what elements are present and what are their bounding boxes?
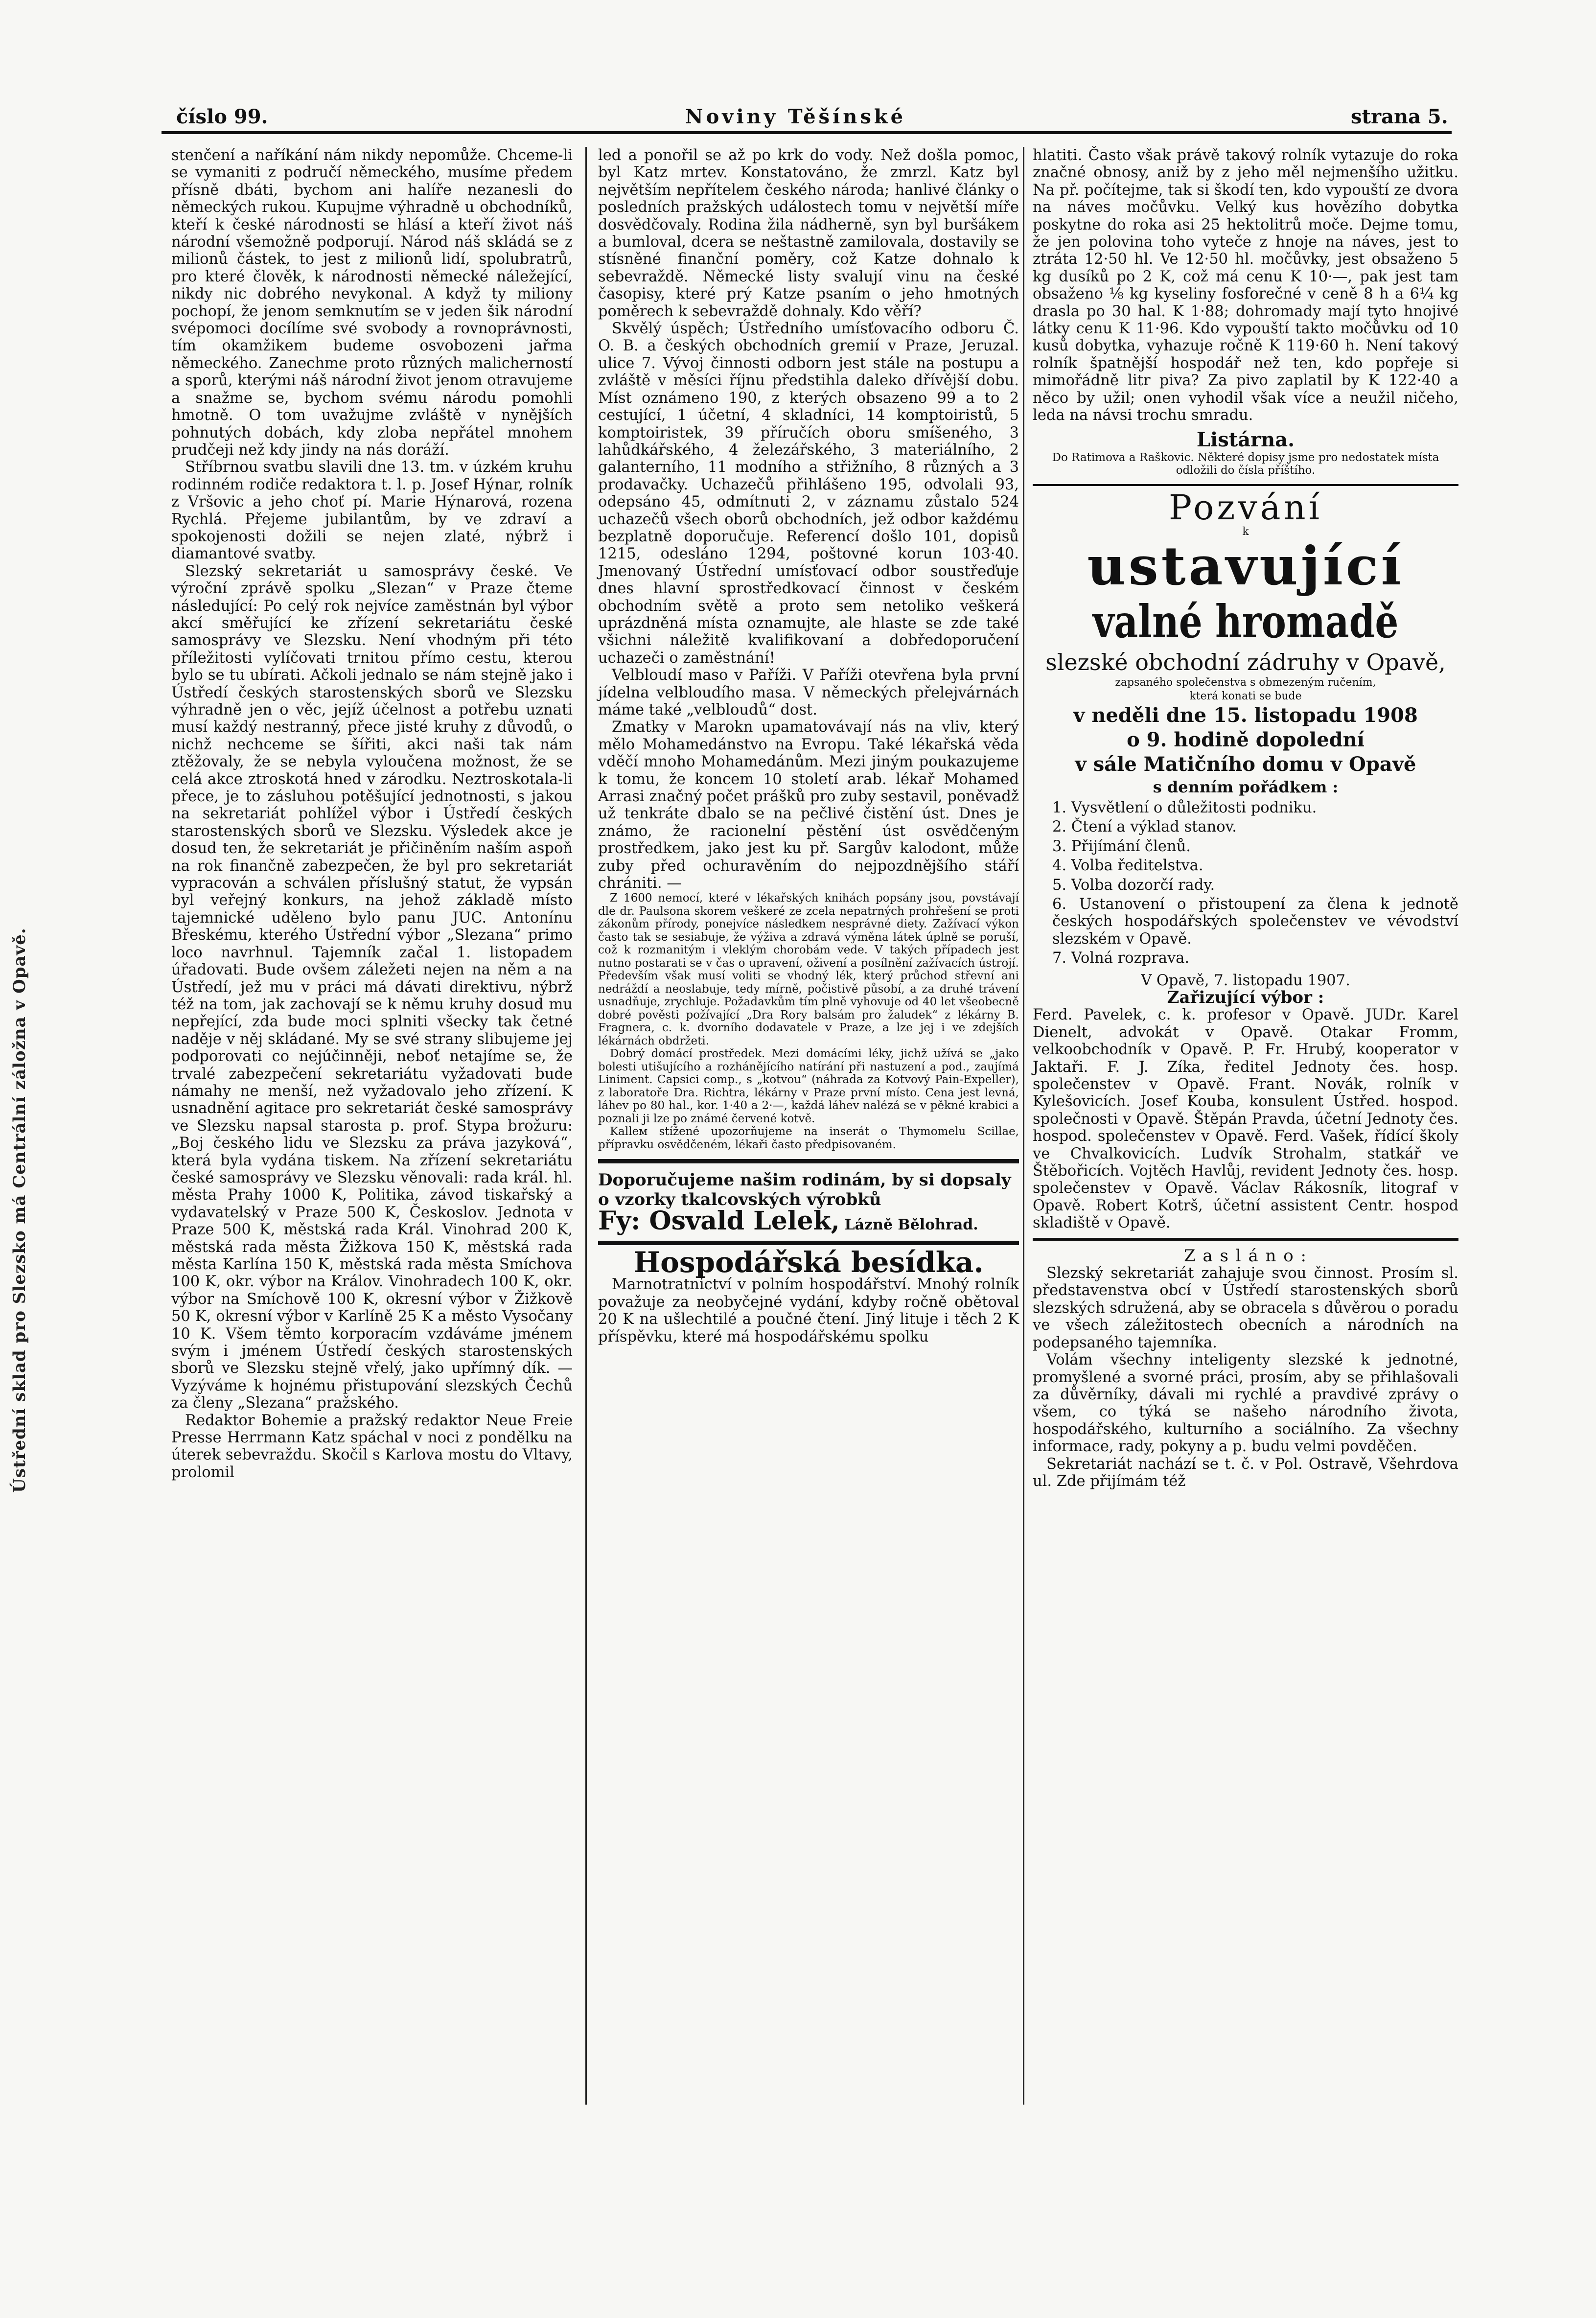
program-list <box>1033 799 1458 967</box>
listarna-heading: Listárna. <box>1196 428 1295 451</box>
committee-members: Ferd. Pavelek, c. k. profesor v Opavě. JUDr. Karel Dienelt, advokát v Opavě. Otakar Fromm, velkoobchodník v Opavě. P. Fr. Hrubý, kooperator v Jaktaři. F. J. Zíka, ředitel Jednoty čes. hosp. společenstev v Opavě. Frant. Novák, rolník v Kylešovicích. Josef Kouba, konsulent Ústřed. hospod. společnosti v Opavě. Štěpán Pravda, účetní Jednoty čes. hospod. společenstev v Opavě. Ferd. Vašek, řídící školy ve Chvalkovicích. Ludvík Strohalm, statkář ve Štěbořicích. Vojtěch Havlůj, revident Jednoty čes. hosp. společenstev v Opavě. Václav Rákosník, litograf v Opavě. Robert Kotrš, účetní assistent Centr. hospod skladiště v Opavě. <box>1033 1006 1458 1232</box>
article-paragraph: Velbloudí maso v Paříži. V Paříži otevřena byla první jídelna velbloudího masa. V německých přelejvárnách máme také „velbloudů“ dost. <box>598 667 1019 719</box>
invitation-sub: která konati se bude <box>1189 690 1302 702</box>
advert-paragraph: Z 1600 nemocí, které v lékařských knihách popsány jsou, povstávají dle dr. Paulsona skorem veškeré ze zcela nepatrných prohřešení se proti zákonům přírody, ponejvíce následkem nesprávné diety. Zažívací výkon často tak se sesiabuje, že výživa a zdravá výměna látek úplně se poruší, což k rozmanitým i vleklým chorobám vede. V takých případech jest nutno postarati se v čas o upravení, oživení a posílnění zažívacích ústrojí. Především však musí voliti se vhodný lék, který průchod střevní ani nedráždí a neoslabuje, tedy mírně, počistivě působí, a za druhé trávení usnadňuje, zrychluje. Požadavkům tím plně vyhovuje od 40 let všeobecně dobré pověsti požívající „Dra Rory balsám pro žaludek“ z lékárny B. Fragnera, c. k. dvorního dodavatele v Praze, a lze jej i ve zdejších lékárnách obdržeti. <box>598 892 1019 1047</box>
program-item: 5. Volba dozorčí rady. <box>1052 876 1215 894</box>
zaslano-paragraph: Volám všechny inteligenty slezské k jednotné, promyšlené a svorné práci, prosím, aby se přihlašovali za důvěrníky, dávali mi rychlé a pravdivé zprávy o všem, co týká se našeho národního života, hospodářského, kulturního a sociálního. Za všechny informace, rady, pokyny a p. budu velmi povděčen. <box>1033 1351 1458 1456</box>
invitation-title: valné hromadě <box>1092 595 1399 648</box>
advert-paragraph: Kalleм stížené upozorňujeme na inserát o Thymomelu Scillae, přípravku osvědčeném, lékaři často předpisovaném. <box>598 1125 1019 1151</box>
program-item: 7. Volná rozprava. <box>1052 950 1190 967</box>
section-heading: Hospodářská besídka. <box>633 1245 984 1279</box>
committee-heading: Zařizující výbor : <box>1167 987 1324 1007</box>
invitation-sub: zapsaného společenstva s obmezeným ručením, <box>1115 676 1376 689</box>
organization-name: slezské obchodní zádruhy v Opavě, <box>1045 649 1446 675</box>
article-paragraph: Redaktor Bohemie a pražský redaktor Neue Freie Presse Herrmann Katz spáchal v noci z pondělku na úterek sebevraždu. Skočil s Karlova mostu do Vltavy, prolomil <box>171 1412 573 1481</box>
side-stamp: Ústřední sklad pro Slezsko má Centrální záložna v Opavě. <box>10 927 29 1493</box>
invitation-time: o 9. hodině dopolední <box>1127 728 1365 751</box>
column-2 <box>598 147 1019 1345</box>
invitation-venue: v sále Matičního domu v Opavě <box>1075 752 1416 776</box>
header-rule <box>162 131 1452 134</box>
listarna-text: Do Ratimova a Raškovic. Některé dopisy jsme pro nedostatek místa odložili do čísla příštího. <box>1052 451 1439 477</box>
issue-number: číslo 99. <box>176 105 268 128</box>
masthead: Noviny Těšínské <box>685 105 906 128</box>
program-item: 3. Přijímání členů. <box>1052 837 1191 855</box>
article-paragraph: Slezský sekretariát u samosprávy české. Ve výroční zprávě spolku „Slezan“ v Praze čteme následující: Po celý rok nejvíce zaměstnán byl výbor akcí směřující ke zřízení sekretariátu české samosprávy ve Slezsku. Není vhodným při této příležitosti vylíčovati trnitou přímo cestu, kterou bylo se tu ubírati. Ačkoli jednalo se nám stejně jako i Ústředí českých starostenských sborů ve Slezsku výhradně jen o věc, jejíž účelnost a potřebu uznati musí každý nestranný, přece jisté kruhy z důvodů, o nichž nechceme se šířiti, akci naši tak nám ztěžovaly, že se nebyla vyloučena možnost, že se celá akce ztroskotá hned v zárodku. Neztroskotala-li přece, je to zásluhou potěšující jednotnosti, s jakou na sekretariát pohlížel výbor i Ústředí českých starostenských sborů ve Slezsku. Výsledek akce je dosud ten, že sekretariát je přičiněním naším aspoň na rok finančně zabezpečen, že byl pro sekretariát vypracován a schválen příslušný statut, že vypsán byl veřejný konkurs, na jehož základě místo tajemnické uděleno bylo panu JUC. Antonínu Břeskému, kterého Ústřední výbor „Slezana“ primo loco navrhnul. Tajemník začal 1. listopadem úřadovati. Bude ovšem záležeti nejen na něm a na Ústředí, jež mu v práci má dávati direktivu, nýbrž též na tom, jak zachovají se k němu kruhy dosud mu nepřející, zda bude moci splniti všecky tak četné naděje v něj skládané. My se své strany slibujeme jej podporovati co nejúčinněji, neboť netajíme se, že trvalé zabezpečení sekretariátu vyžadovati bude námahy ne menší, než vyžadovalo jeho zřízení. K usnadnění agitace pro sekretariát české samosprávy ve Slezsku napsal starosta p. prof. Stypa brožuru: „Boj českého lidu ve Slezsku za práva jazyková“, která byla vydána tiskem. Na zřízení sekretariátu české samosprávy ve Slezsku věnovali: rada král. hl. města Prahy 1000 K, Politika, závod tiskařský a vydavatelský v Praze 500 K, Českoslov. Jednota v Praze 500 K, městská rada Král. Vinohrad 200 K, městská rada města Žižkova 150 K, městská rada města Karlína 150 K, městská rada města Smíchova 100 K, okr. výbor na Králov. Vinohradech 100 K, okr. výbor na Smíchově 100 K, okresní výbor v Žižkově 50 K, okresní výbor v Karlíně 25 K a město Vysočany 10 K. Všem těmto korporacím vzdáváme jménem svým i jménem Ústředí českých starostenských sborů ve Slezsku stejně vřelý, jako upřímný dík. — Vyzýváme k hojnému přistupování slezských Čechů za členy „Slezana“ pražského. <box>171 562 573 1412</box>
zaslano-heading: Z a s l á n o : <box>1184 1246 1307 1266</box>
zaslano-paragraph: Slezský sekretariát zahajuje svou činnost. Prosím sl. představenstva obcí v Ústředí starostenských sborů slezských sdružená, aby se obracela s důvěrou o poradu ve všech záležitostech obecních a národních na podepsaného tajemníka. <box>1033 1265 1458 1351</box>
promo-firm: Fy: Osvald Lelek, <box>598 1206 840 1236</box>
zaslano-paragraph: Sekretariát nachází se t. č. v Pol. Ostravě, Všehrdova ul. Zde přijímám též <box>1033 1455 1458 1490</box>
promo-text: Doporučujeme našim rodinám, by si dopsaly o vzorky tkalcovských výrobků <box>598 1170 1011 1210</box>
invitation-title: ustavující <box>1087 535 1404 597</box>
invitation-word: k <box>1242 525 1249 538</box>
column-3 <box>1033 147 1458 1490</box>
invitation-word: Pozvání <box>1168 487 1323 528</box>
place-date: V Opavě, 7. listopadu 1907. <box>1141 972 1350 989</box>
program-item: 6. Ustanovení o přistoupení za člena k jednotě českých hospodářských společenstev ve vévodství slezském v Opavě. <box>1052 895 1458 948</box>
invitation-date: v neděli dne 15. listopadu 1908 <box>1073 703 1418 727</box>
article-paragraph: Stříbrnou svatbu slavili dne 13. tm. v úzkém kruhu rodinném rodiče redaktora t. l. p. Josef Hýnar, rolník z Vršovic a jeho choť pí. Marie Hýnarová, rozena Rychlá. Přejeme jubilantům, by ve zdraví a spokojenosti dožili se nejen zlaté, nýbrž i diamantové svatby. <box>171 459 573 563</box>
article-paragraph: Skvělý úspěch; Ústředního umísťovacího odboru Č. O. B. a českých obchodních gremií v Praze, Jeruzal. ulice 7. Vývoj činnosti odborn jest stále na postupu a zvláště v měsíci říjnu předstihla daleko dřívější dobu. Míst oznámeno 190, z kterých obsazeno 99 a to 2 cestující, 1 účetní, 4 skladníci, 14 komptoiristů, 5 komptoiristek, 39 příručích oboru smíšeného, 3 lahůdkářského, 4 železářského, 3 materiálního, 2 galanterního, 11 modního a střižního, 8 různých a 3 prodavačky. Uchazečů přihlášeno 195, odvolali 93, odepsáno 45, odmítnuti 2, v záznamu zůstalo 524 uchazečů všech oborů obchodních, jež odbor každému bezplatně doporučuje. Referencí došlo 101, dopisů 1215, odesláno 1294, poštovné korun 103·40. Jmenovaný Ústřední umísťovací odbor soustřeďuje dnes hlavní sprostředkovací činnost v českém obchodním světě a proto sem netoliko veškerá uprázdněná místa oznamujte, ale hlaste se zde také všichni náležitě kvalifikovaní a dobředoporučení uchazeči o zaměstnání! <box>598 320 1019 667</box>
advert-paragraph: Dobrý domácí prostředek. Mezi domácími léky, jichž užívá se „jako bolesti utišujícího a rozhánějícího natírání při nastuzení a pod., zaujímá Liniment. Capsici comp., s „kotvou“ (náhrada za Kotvový Pain-Expeller), z laboratoře Dra. Richtra, lékárny v Praze první místo. Cena jest levná, láhev po 80 hal., kor. 1·40 a 2·—, každá láhev nalézá se v pěkné krabici a poznali ji lze po známé červené kotvě. <box>598 1047 1019 1125</box>
program-item: 2. Čtení a výklad stanov. <box>1052 818 1237 836</box>
program-intro: s denním pořádkem : <box>1153 777 1339 796</box>
column-divider <box>1023 147 1024 2105</box>
article-paragraph: led a ponořil se až po krk do vody. Než došla pomoc, byl Katz mrtev. Konstatováno, že zmrzl. Katz byl největším nepřítelem českého národa; hanlivé články o posledních pražských událostech tomu v největší míře dosvědčovaly. Rodina žila nádherně, syn byl buršákem a bumloval, dcera se neštastně zamilovala, dostavily se stísněné finanční poměry, což Katze dohnalo k sebevraždě. Německé listy svalují vinu na české časopisy, které prý Katze psaním o jeho hmotných poměrech k sebevraždě dohnaly. Kdo věří? <box>598 147 1019 320</box>
article-paragraph: stenčení a naříkání nám nikdy nepomůže. Chceme-li se vymaniti z područí německého, musíme předem přísně dbáti, bychom ani halíře nezanesli do německých rukou. Kupujme výhradně u obchodníků, kteří k české národnosti se hlásí a kteří život náš národní všemožně podporují. Národ náš skládá se z milionů částek, to jest z milionů lidí, spolubratrů, pro které člověk, k národnosti německé náležející, nikdy nic dobrého nevykonal. A když ty miliony pochopí, že jenom semknutím se v jeden šik národní svépomoci docílíme své svobody a rovnoprávnosti, tím okamžikem budeme osvobozeni jařma německého. Zanechme proto různých malicherností a sporů, kterými náš národní život jenom otravujeme a snažme se, bychom svému národu pomohli hmotně. O tom uvažujme zvláště v nynějších pohnutých dobách, kdy zloba nepřátel mnohem prudčeji než kdy jindy na nás doráží. <box>171 147 573 459</box>
column-divider <box>585 147 587 2105</box>
invitation-ad <box>1033 489 1458 797</box>
promo-box <box>598 1159 1019 1245</box>
article-paragraph: Marnotratnictví v polním hospodářství. Mnohý rolník považuje za neobyčejné vydání, kdyby ročně obětoval 20 K na ušlechtilé a poučné čtení. Jiný lituje i těch 2 K příspěvku, které má hospodářskému spolku <box>598 1276 1019 1345</box>
article-paragraph: Zmatky v Marokn upamatovávají nás na vliv, který mělo Mohamedánstvo na Evropu. Také lékařská věda vděčí mnoho Mohamedánům. Mezi jiným poukazujeme k tomu, že koncem 10 století arab. lékař Mohamed Arrasi značný počet prášků pro zuby sestavil, poněvadž už tenkráte dbalo se na pečlivé čistění úst. Dnes je známo, že racionelní pěstění úst osvědčeným prostředkem, jako jest ku př. Sargův kalodont, může zuby před ochuravěním do nejpozdnějšího stáří chrániti. — <box>598 719 1019 892</box>
page-number: strana 5. <box>1351 105 1448 128</box>
program-item: 4. Volba ředitelstva. <box>1052 857 1203 875</box>
article-paragraph: hlatiti. Často však právě takový rolník vytazuje do roka značné obnosy, aniž by z jeho měl nejmenšího užitku. Na př. počítejme, tak si škodí ten, kdo vypouští ze dvora na náves močůvku. Velký kus hovězího dobytka poskytne do roka asi 25 hektolitrů moče. Dejme tomu, že jen polovina toho vyteče z hnoje na náves, jest to ztráta 12·50 hl. Ve 12·50 hl. močůvky, jest obsaženo 5 kg dusíků po 2 K, což má cenu K 10·—, pak jest tam obsaženo ⅛ kg kyseliny fosforečné v ceně 8 h a 6¼ kg drasla po 30 hal. K 1·88; dohromady mají tyto hnojivé látky cenu K 11·96. Kdo vypouští takto močůvku od 10 kusů dobytka, vyhazuje ročně K 119·60 h. Není takový rolník špatnější hospodář než ten, kdo popřeje si mimořádně litr piva? Za pivo zaplatil by K 122·40 a něco by užil; onen vyhodil však více a neužil ničeho, leda na návsi trochu smradu. <box>1033 147 1458 424</box>
promo-place: Lázně Bělohrad. <box>844 1216 978 1234</box>
column-1 <box>171 147 573 1481</box>
program-item: 1. Vysvětlení o důležitosti podniku. <box>1052 799 1317 816</box>
